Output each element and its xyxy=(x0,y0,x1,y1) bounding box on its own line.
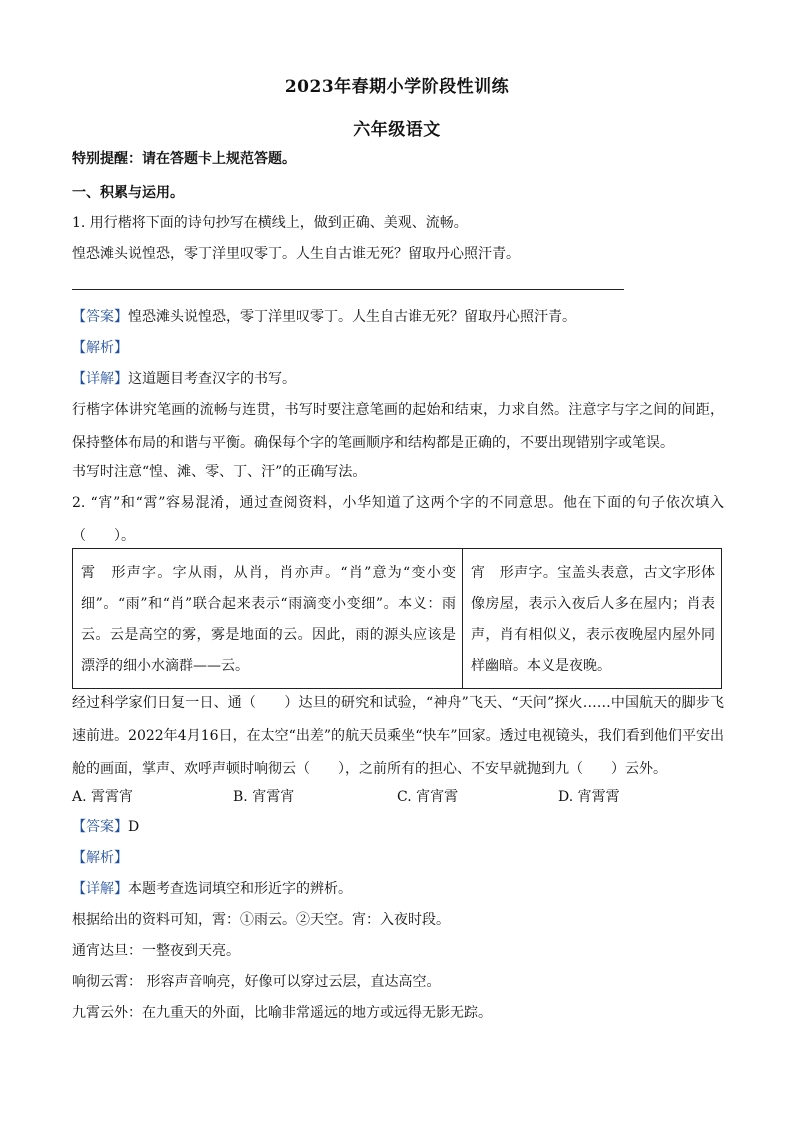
q1-detail xyxy=(72,369,296,389)
box-xiao-night: 宵 形声字。宝盖头表意，古文字形体像房屋，表示入夜后人多在屋内；肖表声，肖有相似义，表示夜晚屋内屋外同样幽暗。本义是夜晚。 xyxy=(463,549,722,689)
q1-question: 1. 用行楷将下面的诗句抄写在横线上，做到正确、美观、流畅。 xyxy=(72,215,468,231)
q2-explanation-line: 响彻云霄： 形容声音响亮，好像可以穿过云层，直达高空。 xyxy=(72,974,441,990)
option-d: D. 宵霄霄 xyxy=(558,789,620,805)
q2-question: 2. “宵”和“霄”容易混淆，通过查阅资料，小华知道了这两个字的不同意思。他在下面的句子依次填入（ ）。 xyxy=(72,495,724,544)
detail-tag: 【详解】 xyxy=(72,371,128,387)
detail-text: 本题考查选词填空和形近字的辨析。 xyxy=(128,881,352,897)
notice: 特别提醒：请在答题卡上规范答题。 xyxy=(72,151,296,167)
page-subtitle: 六年级语文 xyxy=(353,120,441,140)
q1-poem: 惶恐滩头说惶恐，零丁洋里叹零丁。人生自古谁无死？留取丹心照汗青。 xyxy=(72,246,520,262)
q2-passage: 经过科学家们日复一日、通（ ）达旦的研究和试验，“神舟”飞天、“天问”探火……中国航天的脚步飞速前进。2022年4月16日，在太空“出差”的航天员乘坐“快车”回家。透过电视镜头，我们看到他们平安出舱的画面，掌声、欢呼声顿时响彻云（ ），之前所有的担心、不安早就抛到九（ ）云外。 xyxy=(72,695,724,777)
section-heading: 一、积累与运用。 xyxy=(72,185,184,201)
answer-tag: 【答案】 xyxy=(72,819,128,835)
answer-tag: 【答案】 xyxy=(72,309,128,325)
q2-analysis-tag: 【解析】 xyxy=(72,850,128,866)
detail-text: 这道题目考查汉字的书写。 xyxy=(128,371,296,387)
page-title: 2023年春期小学阶段性训练 xyxy=(284,77,510,97)
q1-paragraph-2: 书写时注意“惶、滩、零、丁、汗”的正确写法。 xyxy=(72,464,367,480)
q1-paragraph: 行楷字体讲究笔画的流畅与连贯，书写时要注意笔画的起始和结束，力求自然。注意字与字之间的间距，保持整体布局的和谐与平衡。确保每个字的笔画顺序和结构都是正确的，不要出现错别字或笔误。 xyxy=(72,402,724,451)
option-a: A. 霄霄宵 xyxy=(72,789,134,805)
detail-tag: 【详解】 xyxy=(72,881,128,897)
q2-detail xyxy=(72,879,352,899)
q2-explanation-line: 九霄云外：在九重天的外面，比喻非常遥远的地方或远得无影无踪。 xyxy=(72,1005,492,1021)
q1-answer-blank-line xyxy=(72,289,624,290)
q1-analysis-tag: 【解析】 xyxy=(72,340,128,356)
answer-text: D xyxy=(128,819,140,835)
q2-explanation-line: 通宵达旦：一整夜到天亮。 xyxy=(72,943,240,959)
character-comparison-table xyxy=(72,548,722,689)
option-b: B. 宵霄宵 xyxy=(233,789,295,805)
q2-explanation-line: 根据给出的资料可知，霄：①雨云。②天空。宵：入夜时段。 xyxy=(72,912,450,928)
answer-text: 惶恐滩头说惶恐，零丁洋里叹零丁。人生自古谁无死？留取丹心照汗青。 xyxy=(128,309,576,325)
q2-answer xyxy=(72,817,139,837)
option-c: C. 宵宵霄 xyxy=(397,789,459,805)
box-xiao-rain: 霄 形声字。字从雨，从肖，肖亦声。“肖”意为“变小变细”。“雨”和“肖”联合起来表示“雨滴变小变细”。本义：雨云。云是高空的雾，雾是地面的云。因此，雨的源头应该是漂浮的细小水滴群——云。 xyxy=(73,549,463,689)
q1-answer xyxy=(72,307,576,327)
